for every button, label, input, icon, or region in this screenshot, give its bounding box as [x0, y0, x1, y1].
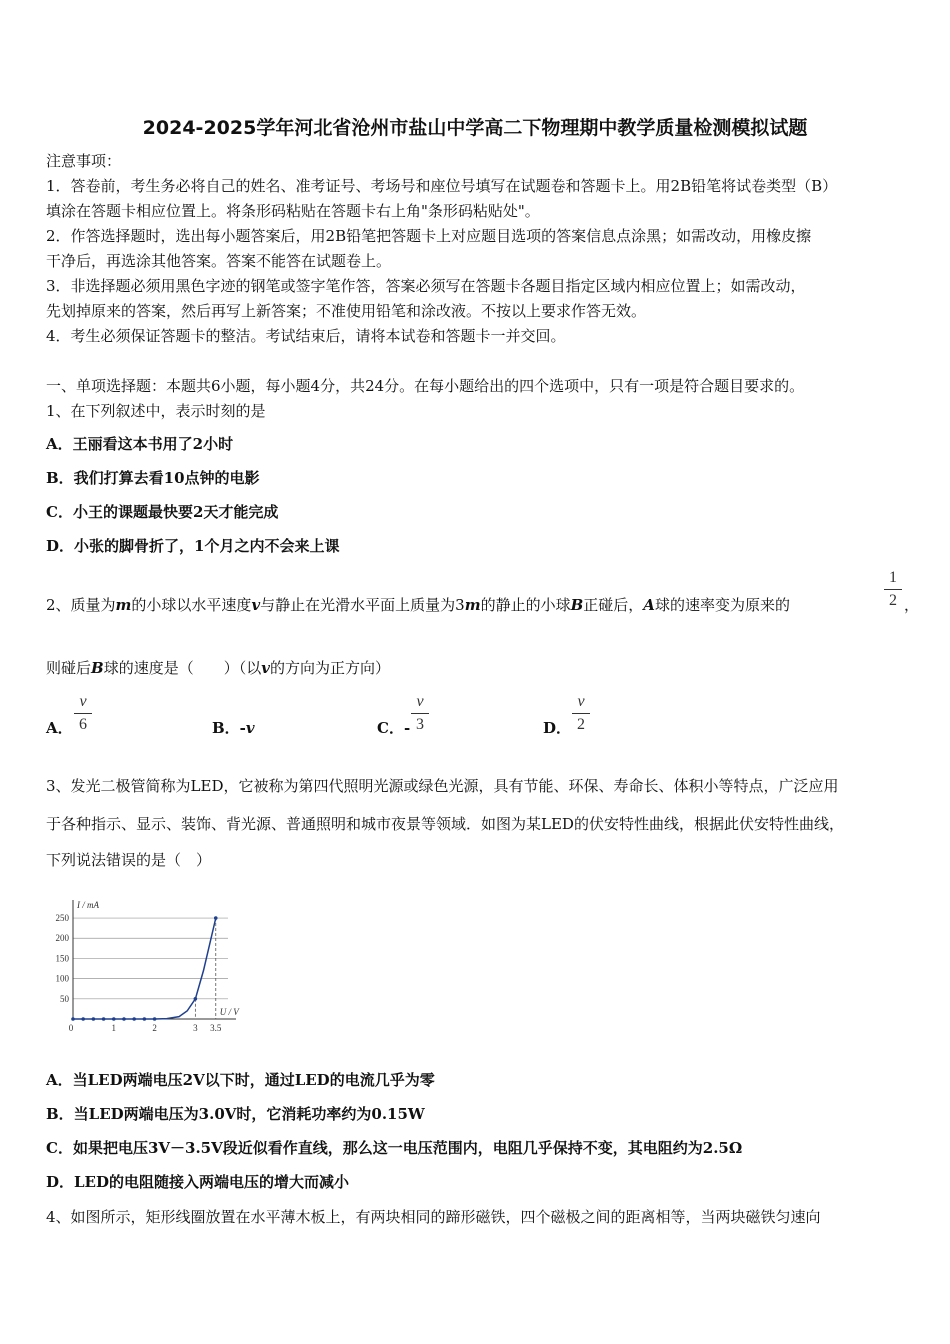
q2-option-d-label: D． [543, 719, 572, 737]
y-tick-label: 200 [55, 933, 69, 944]
data-point [194, 997, 198, 1001]
q3-option-b: B．当LED两端电压为3.0V时，它消耗功率约为0.15W [46, 1105, 425, 1123]
data-point [71, 1017, 75, 1021]
q1-option-c: C．小王的课题最快要2天才能完成 [46, 503, 279, 521]
x-tick-label: 1 [111, 1023, 117, 1033]
page-title: 2024-2025学年河北省沧州市盐山中学高二下物理期中教学质量检测模拟试题 [142, 117, 808, 139]
q1-option-d: D．小张的脚骨折了，1个月之内不会来上课 [46, 537, 340, 555]
x-tick-label: 0 [68, 1023, 74, 1033]
q1-option-b: B．我们打算去看10点钟的电影 [46, 469, 260, 487]
q2-option-c-fraction: v 3 [411, 693, 429, 734]
notice-line: 1．答卷前，考生务必将自己的姓名、准考证号、考场号和座位号填写在试题卷和答题卡上。用2B铅笔将试卷类型（B） [46, 177, 838, 195]
data-point [102, 1017, 106, 1021]
data-point [122, 1017, 126, 1021]
q2-option-a-label: A． [46, 719, 73, 737]
q3-option-a: A．当LED两端电压2V以下时，通过LED的电流几乎为零 [46, 1071, 435, 1089]
q3-option-c: C．如果把电压3V－3.5V段近似看作直线，那么这一电压范围内，电阻几乎保持不变，其电阻约为2.5Ω [46, 1139, 743, 1157]
y-axis-label: I / mA [77, 900, 99, 910]
notice-line: 2．作答选择题时，选出每小题答案后，用2B铅笔把答题卡上对应题目选项的答案信息点涂黑；如需改动，用橡皮擦 [46, 227, 812, 245]
data-point [153, 1017, 157, 1021]
led-iv-chart [48, 893, 248, 1038]
notice-line: 先划掉原来的答案，然后再写上新答案；不准使用铅笔和涂改液。不按以上要求作答无效。 [46, 302, 647, 320]
data-point [143, 1017, 147, 1021]
y-tick-label: 100 [55, 973, 69, 984]
y-tick-label: 150 [55, 953, 69, 964]
data-point [81, 1017, 85, 1021]
q2-fraction: 1 2 [884, 569, 902, 610]
section-heading: 一、单项选择题：本题共6小题，每小题4分，共24分。在每小题给出的四个选项中，只有一项是符合题目要求的。 [46, 377, 805, 395]
q3-stem-line: 3、发光二极管简称为LED，它被称为第四代照明光源或绿色光源，具有节能、环保、寿命长、体积小等特点，广泛应用 [46, 777, 839, 795]
x-tick-label: 3 [193, 1023, 198, 1033]
x-tick-label: 2 [152, 1023, 157, 1033]
q3-stem-line: 下列说法错误的是（ ） [46, 851, 212, 869]
q2-stem: 2、质量为m的小球以水平速度v与静止在光滑水平面上质量为3m的静止的小球B正碰后，A球的速率变为原来的 [46, 596, 790, 614]
notice-line: 3．非选择题必须用黑色字迹的钢笔或签字笔作答，答案必须写在答题卡各题目指定区域内相应位置上；如需改动， [46, 277, 806, 295]
notice-heading: 注意事项： [46, 152, 122, 170]
q1-stem: 1、在下列叙述中，表示时刻的是 [46, 402, 266, 420]
q2-option-b: B．-v [212, 719, 255, 737]
q2-option-a-fraction: v 6 [74, 693, 92, 734]
data-point [112, 1017, 116, 1021]
x-tick-label: 3.5 [210, 1023, 222, 1033]
notice-line: 4．考生必须保证答题卡的整洁。考试结束后，请将本试卷和答题卡一并交回。 [46, 327, 566, 345]
iv-curve-line [73, 918, 216, 1019]
y-tick-label: 250 [55, 913, 69, 924]
x-axis-label: U / V [219, 1007, 239, 1017]
data-point [92, 1017, 96, 1021]
data-point [214, 916, 218, 920]
q2-option-d-fraction: v 2 [572, 693, 590, 734]
y-tick-label: 50 [60, 993, 69, 1004]
q4-stem: 4、如图所示，矩形线圈放置在水平薄木板上，有两块相同的蹄形磁铁，四个磁极之间的距离相等，当两块磁铁匀速向 [46, 1208, 821, 1226]
data-point [132, 1017, 136, 1021]
q2-option-c-label: C．- [377, 719, 411, 737]
q2-stem-line2: 则碰后B球的速度是（ ）（以v的方向为正方向） [46, 659, 390, 677]
notice-line: 干净后，再选涂其他答案。答案不能答在试题卷上。 [46, 252, 392, 270]
q3-stem-line: 于各种指示、显示、装饰、背光源、普通照明和城市夜景等领域．如图为某LED的伏安特性曲线，根据此伏安特性曲线， [46, 815, 844, 833]
q2-comma: ， [904, 596, 920, 614]
notice-line: 填涂在答题卡相应位置上。将条形码粘贴在答题卡右上角"条形码粘贴处"。 [46, 202, 540, 220]
q1-option-a: A．王丽看这本书用了2小时 [46, 435, 234, 453]
q3-option-d: D．LED的电阻随接入两端电压的增大而减小 [46, 1173, 349, 1191]
